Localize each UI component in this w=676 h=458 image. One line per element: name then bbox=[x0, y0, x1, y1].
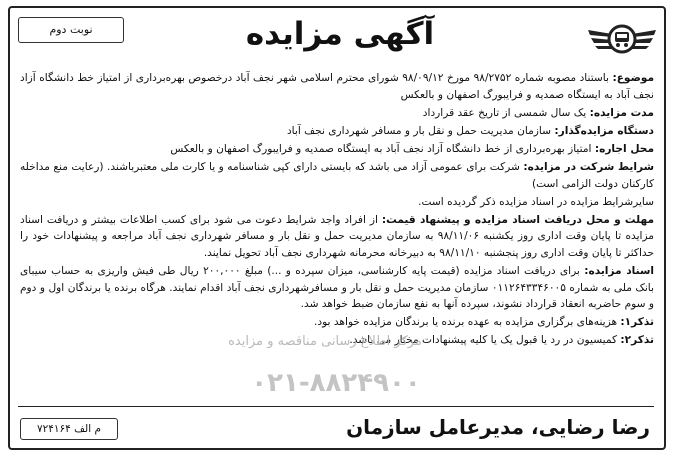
watermark-text: مرکز اطلاع رسانی مناقصه و مزایده bbox=[228, 334, 422, 349]
section-label: شرایط شرکت در مزایده: bbox=[523, 160, 655, 173]
section-conditions bbox=[20, 159, 654, 192]
section-text: کمیسیون در رد یا قبول یک یا کلیه پیشنهادات مختار می باشد. bbox=[349, 334, 618, 347]
notice-title: آگهی مزایده bbox=[245, 16, 435, 52]
section-text: سایرشرایط مزایده در اسناد مزایده ذکر گردیده است. bbox=[418, 195, 654, 208]
section-text: سازمان مدیریت حمل و نقل بار و مسافر شهرداری نجف آباد bbox=[286, 124, 551, 137]
section-label: مهلت و محل دریافت اسناد مزایده و پیشنهاد قیمت: bbox=[381, 213, 655, 226]
section-text: هزینه‌های برگزاری مزایده به عهده برنده یا برندگان مزایده خواهد بود. bbox=[313, 316, 618, 329]
section-organizer bbox=[20, 123, 654, 140]
section-text: باستناد مصوبه شماره ۹۸/۲۷۵۲ مورخ ۹۸/۰۹/۱۲ شورای محترم اسلامی شهر نجف آباد درخصوص بهره‌برداری از امتیاز خط دانشگاه آزاد نجف آباد به ایستگاه صمدیه و فرایبورگ اصفهان و بالعکس bbox=[20, 72, 654, 101]
watermark-phone: ۰۲۱-۸۸۲۴۹۰۰ bbox=[251, 368, 421, 398]
section-label: تذکر۱: bbox=[620, 316, 654, 329]
reference-code: م الف ۷۲۴۱۶۴ bbox=[20, 418, 118, 440]
notice-frame bbox=[8, 6, 666, 450]
section-label: تذکر۲: bbox=[620, 334, 654, 347]
section-label: موضوع: bbox=[612, 72, 655, 84]
section-text: امتیاز بهره‌برداری از خط دانشگاه آزاد نجف آباد به ایستگاه صمدیه و فرایبورگ اصفهان و بالعکس bbox=[170, 142, 592, 155]
section-text: از افراد واجد شرایط دعوت می شود برای کسب اطلاعات بیشتر و دریافت اسناد مزایده تا پایان وقت اداری روز یکشنبه ۹۸/۱۱/۰۶ به سازمان مدیریت حمل و نقل بار و مسافر شهرداری نجف آباد مراجعه و پیشنهادات خود را حداکثر تا پایان وقت اداری روز پنجشنبه ۹۸/۱۱/۱۰ به دبیرخانه محرمانه شهرداری نجف آباد تحویل نمایند. bbox=[20, 213, 654, 259]
section-documents bbox=[20, 263, 654, 313]
section-label: دستگاه مزایده‌گذار: bbox=[554, 124, 654, 137]
section-location bbox=[20, 141, 654, 158]
section-note-1 bbox=[20, 314, 654, 331]
section-deadline bbox=[20, 212, 654, 262]
section-label: اسناد مزایده: bbox=[584, 265, 654, 278]
section-label: مدت مزایده: bbox=[589, 106, 654, 119]
section-duration bbox=[20, 105, 654, 122]
section-subject bbox=[20, 70, 654, 103]
section-other-conditions bbox=[20, 194, 654, 211]
section-text: یک سال شمسی از تاریخ عقد قرارداد bbox=[422, 106, 587, 119]
notice-body bbox=[20, 70, 654, 351]
footer-divider bbox=[18, 406, 654, 407]
section-label: محل اجاره: bbox=[594, 142, 654, 155]
section-text: شرکت برای عمومی آزاد می باشد که بایستی دارای کپی شناسنامه و یا کارت ملی معتبرباشند. (رعایت منع مداخله کارکنان دولت الزامی است) bbox=[20, 160, 654, 190]
round-badge: نوبت دوم bbox=[18, 17, 124, 43]
signature: رضا رضایی، مدیرعامل سازمان bbox=[346, 415, 650, 439]
winged-bus-emblem-icon bbox=[586, 16, 658, 60]
section-text: برای دریافت اسناد مزایده (قیمت پایه کارشناسی، میزان سپرده و ...) مبلغ ۲۰۰,۰۰۰ ریال طی فیش واریزی به حساب سیبای بانک ملی به شماره ۰۱۱۲۶۴۳۳۴۶۰۰۵ سازمان مدیریت حمل و نقل بار و مسافرشهرداری نجف آباد اقدام نمایند. هرگاه برنده یا برندگان اول و دوم و سوم حاضربه انعقاد قرارداد نشوند، سپرده آنها به نفع سازمان ضبط خواهد شد. bbox=[20, 265, 654, 311]
notice-header bbox=[10, 8, 664, 66]
